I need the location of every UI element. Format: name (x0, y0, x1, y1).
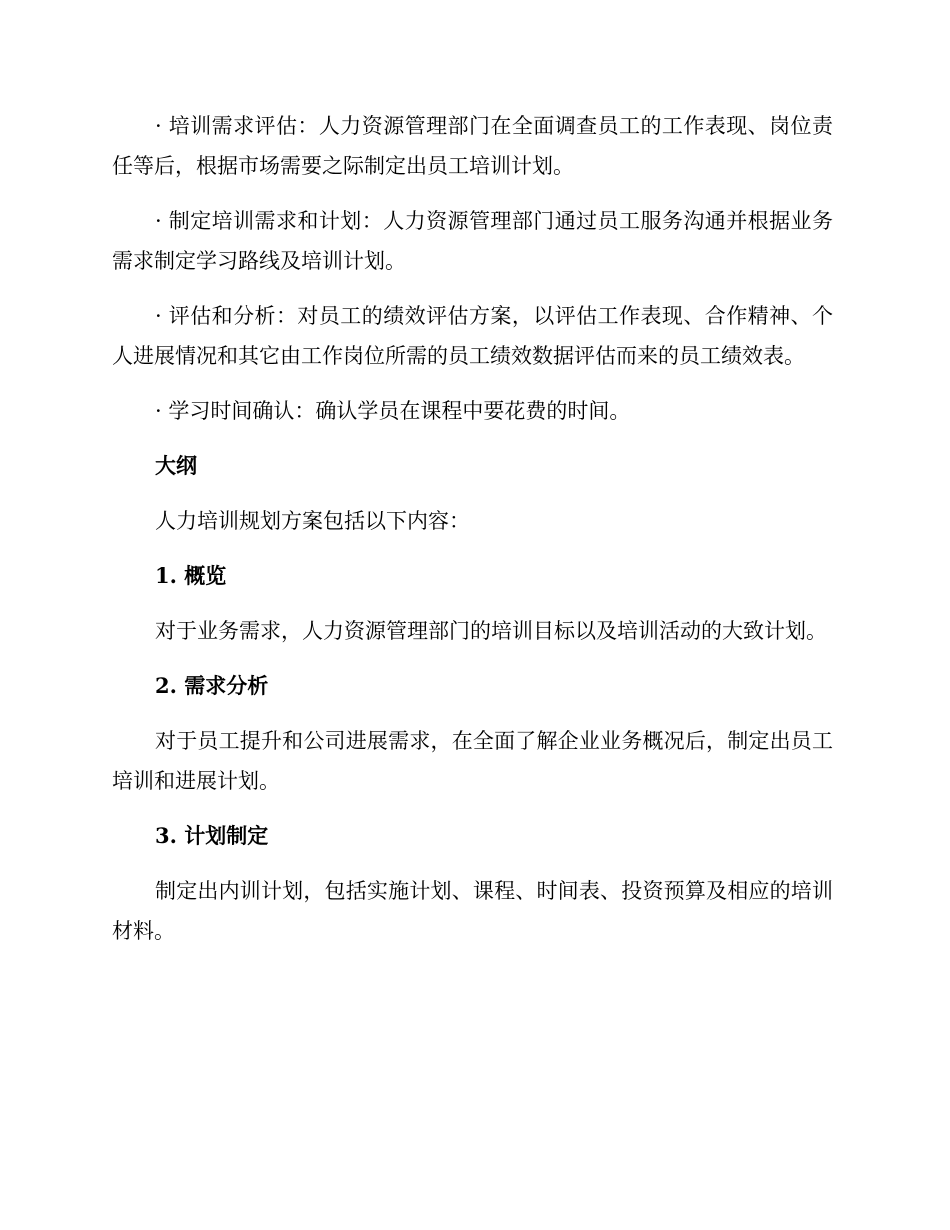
outline-heading: 大纲 (155, 453, 197, 478)
bullet-training-needs-assessment: · 培训需求评估：人力资源管理部门在全面调查员工的工作表现、岗位责任等后，根据市场需要之际制定出员工培训计划。 (112, 114, 833, 178)
section-body-overview: 对于业务需求，人力资源管理部门的培训目标以及培训活动的大致计划。 (155, 619, 827, 643)
bullet-evaluation-analysis: · 评估和分析：对员工的绩效评估方案，以评估工作表现、合作精神、个人进展情况和其它由工作岗位所需的员工绩效数据评估而来的员工绩效表。 (112, 304, 833, 368)
section-body-needs-analysis: 对于员工提升和公司进展需求，在全面了解企业业务概况后，制定出员工培训和进展计划。 (112, 729, 833, 793)
section-title-needs-analysis: 2. 需求分析 (155, 673, 269, 698)
section-title-overview: 1. 概览 (155, 563, 227, 588)
bullet-training-plan: · 制定培训需求和计划：人力资源管理部门通过员工服务沟通并根据业务需求制定学习路线及培训计划。 (112, 209, 833, 273)
section-title-plan-formulation: 3. 计划制定 (155, 823, 269, 848)
outline-intro: 人力培训规划方案包括以下内容： (155, 509, 470, 533)
bullet-learning-time: · 学习时间确认：确认学员在课程中要花费的时间。 (155, 399, 631, 423)
section-body-plan-formulation: 制定出内训计划，包括实施计划、课程、时间表、投资预算及相应的培训材料。 (112, 879, 833, 943)
